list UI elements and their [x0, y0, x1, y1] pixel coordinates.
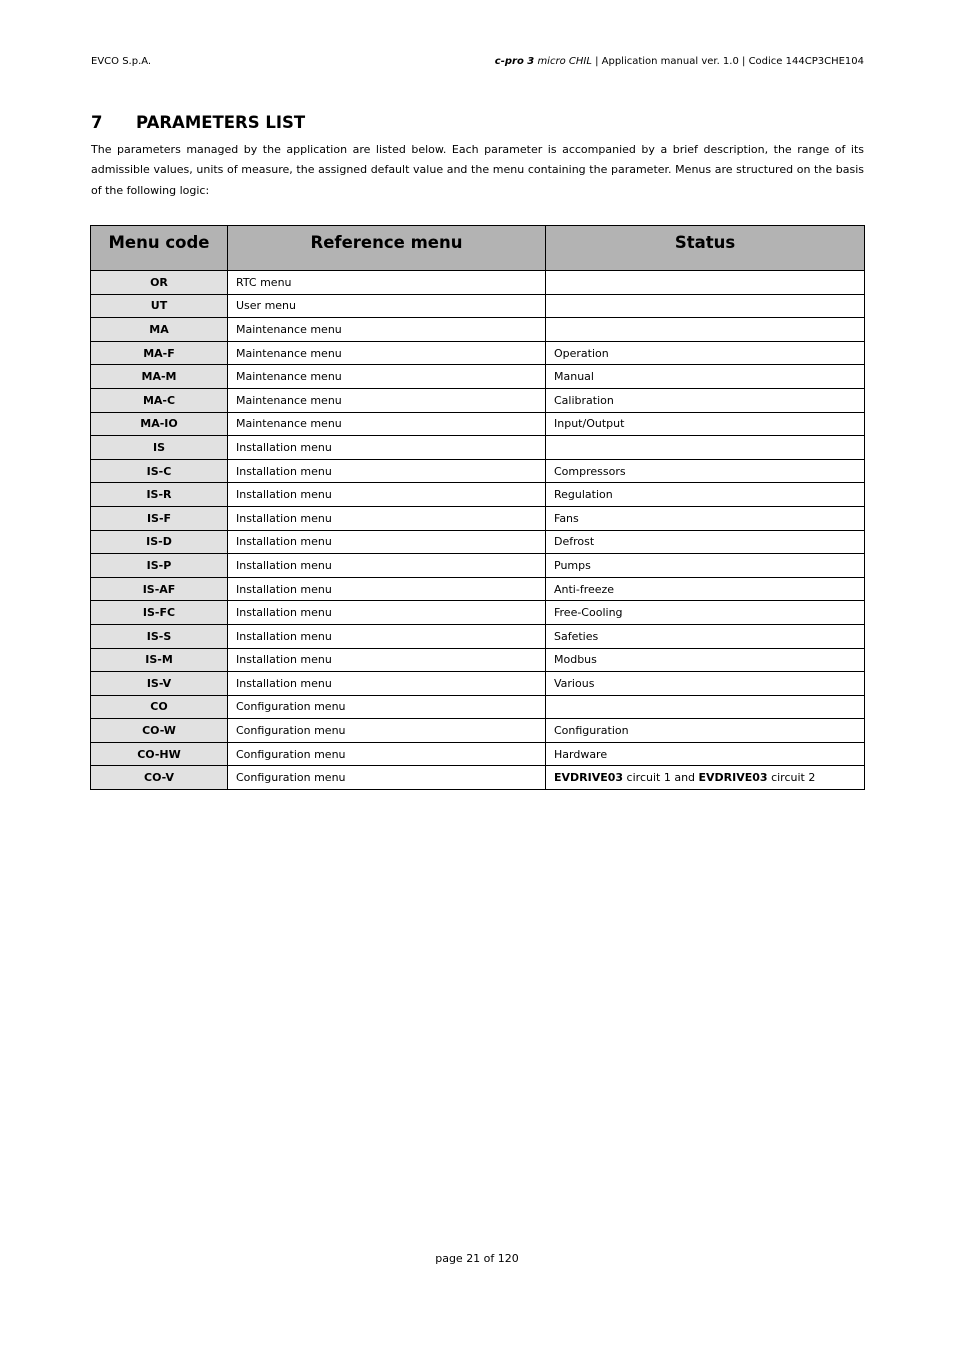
menu-code-cell: IS-P	[91, 554, 228, 578]
table-row	[91, 483, 865, 507]
menu-code-cell: IS-F	[91, 506, 228, 530]
status-cell: Various	[546, 672, 865, 696]
menu-code-cell: IS-D	[91, 530, 228, 554]
menu-code-cell: IS-V	[91, 672, 228, 696]
status-cell: Calibration	[546, 388, 865, 412]
status-cell	[546, 294, 865, 318]
table-row	[91, 672, 865, 696]
menu-code-cell: OR	[91, 271, 228, 295]
menu-code-cell: MA-IO	[91, 412, 228, 436]
status-cell	[546, 436, 865, 460]
status-cell: Regulation	[546, 483, 865, 507]
menu-code-cell: IS-M	[91, 648, 228, 672]
reference-menu-cell: Installation menu	[228, 672, 546, 696]
menu-code-cell: MA-F	[91, 341, 228, 365]
status-cell	[546, 695, 865, 719]
status-cell: Fans	[546, 506, 865, 530]
menu-table	[90, 225, 865, 790]
header-company: EVCO S.p.A.	[91, 56, 152, 67]
table-row	[91, 388, 865, 412]
reference-menu-cell: Installation menu	[228, 648, 546, 672]
header-product-name: c-pro 3	[494, 56, 535, 67]
header-status: Status	[546, 226, 865, 271]
header-document-info	[495, 56, 864, 67]
status-cell: Operation	[546, 341, 865, 365]
reference-menu-cell: Installation menu	[228, 624, 546, 648]
reference-menu-cell: Maintenance menu	[228, 412, 546, 436]
table-row	[91, 648, 865, 672]
table-row	[91, 459, 865, 483]
header-manual-info: | Application manual ver. 1.0 | Codice 144CP3CHE104	[591, 56, 864, 67]
reference-menu-cell: Configuration menu	[228, 742, 546, 766]
table-row	[91, 530, 865, 554]
table-row	[91, 271, 865, 295]
section-title: PARAMETERS LIST	[136, 113, 306, 132]
reference-menu-cell: Installation menu	[228, 436, 546, 460]
table-row	[91, 554, 865, 578]
status-cell: Modbus	[546, 648, 865, 672]
menu-code-cell: IS-FC	[91, 601, 228, 625]
status-cell: Defrost	[546, 530, 865, 554]
header-menu-code: Menu code	[91, 226, 228, 271]
table-row	[91, 294, 865, 318]
reference-menu-cell: Installation menu	[228, 530, 546, 554]
reference-menu-cell: Installation menu	[228, 459, 546, 483]
table-row	[91, 365, 865, 389]
status-text-part: EVDRIVE03	[554, 771, 624, 785]
table-row	[91, 506, 865, 530]
status-cell: Safeties	[546, 624, 865, 648]
menu-code-cell: IS-C	[91, 459, 228, 483]
section-heading	[91, 113, 305, 132]
menu-code-cell: IS	[91, 436, 228, 460]
table-row	[91, 766, 865, 790]
table-row	[91, 318, 865, 342]
table-row	[91, 412, 865, 436]
menu-code-cell: IS-R	[91, 483, 228, 507]
table-row	[91, 695, 865, 719]
table-row	[91, 719, 865, 743]
table-row	[91, 436, 865, 460]
status-text-part: circuit 2	[767, 771, 816, 785]
reference-menu-cell: Installation menu	[228, 601, 546, 625]
header-reference-menu: Reference menu	[228, 226, 546, 271]
reference-menu-cell: Maintenance menu	[228, 341, 546, 365]
table-row	[91, 577, 865, 601]
status-text-part: circuit 1 and	[623, 771, 699, 785]
menu-code-cell: CO-W	[91, 719, 228, 743]
menu-code-cell: IS-AF	[91, 577, 228, 601]
reference-menu-cell: Configuration menu	[228, 719, 546, 743]
reference-menu-cell: Maintenance menu	[228, 318, 546, 342]
reference-menu-cell: Installation menu	[228, 554, 546, 578]
status-cell: Configuration	[546, 719, 865, 743]
table-row	[91, 742, 865, 766]
status-cell	[546, 766, 865, 790]
intro-paragraph: The parameters managed by the application are listed below. Each parameter is accompanied by a brief description, the range of its admissible values, units of measure, the assigned default value and the menu containing the parameter. Menus are structured on the basis of the following logic:	[91, 143, 864, 197]
table-row	[91, 341, 865, 365]
table-row	[91, 624, 865, 648]
status-cell: Manual	[546, 365, 865, 389]
reference-menu-cell: Installation menu	[228, 506, 546, 530]
menu-code-cell: CO	[91, 695, 228, 719]
header-product-model: micro CHIL	[534, 56, 592, 67]
status-cell: Hardware	[546, 742, 865, 766]
menu-code-cell: MA-C	[91, 388, 228, 412]
menu-code-cell: CO-V	[91, 766, 228, 790]
status-cell: Pumps	[546, 554, 865, 578]
reference-menu-cell: Installation menu	[228, 577, 546, 601]
status-cell	[546, 318, 865, 342]
status-cell: Free-Cooling	[546, 601, 865, 625]
reference-menu-cell: Maintenance menu	[228, 388, 546, 412]
status-cell: Anti-freeze	[546, 577, 865, 601]
reference-menu-cell: Installation menu	[228, 483, 546, 507]
reference-menu-cell: RTC menu	[228, 271, 546, 295]
page-number: page 21 of 120	[435, 1252, 519, 1265]
section-number: 7	[91, 113, 103, 132]
status-text-part: EVDRIVE03	[698, 771, 768, 785]
status-cell: Input/Output	[546, 412, 865, 436]
reference-menu-cell: Maintenance menu	[228, 365, 546, 389]
status-cell	[546, 271, 865, 295]
reference-menu-cell: Configuration menu	[228, 695, 546, 719]
reference-menu-cell: User menu	[228, 294, 546, 318]
menu-code-cell: IS-S	[91, 624, 228, 648]
menu-code-cell: UT	[91, 294, 228, 318]
status-cell: Compressors	[546, 459, 865, 483]
table-row	[91, 601, 865, 625]
reference-menu-cell: Configuration menu	[228, 766, 546, 790]
menu-code-cell: MA	[91, 318, 228, 342]
menu-code-cell: MA-M	[91, 365, 228, 389]
table-header-row	[91, 226, 865, 271]
menu-code-cell: CO-HW	[91, 742, 228, 766]
